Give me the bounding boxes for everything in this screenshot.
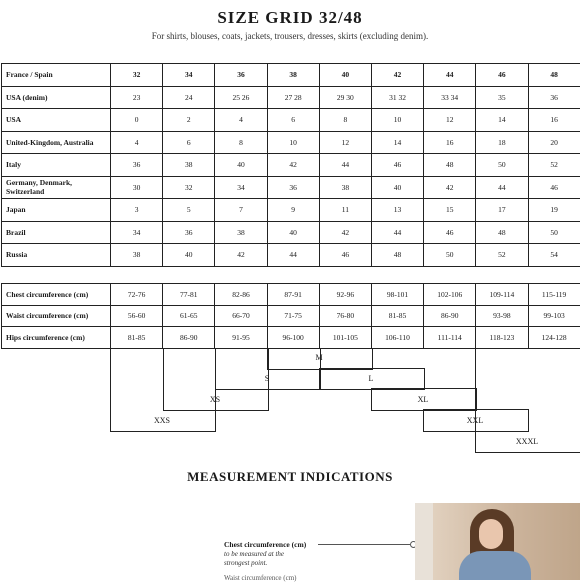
table-cell: 18 bbox=[476, 131, 528, 154]
table-cell: 24 bbox=[163, 86, 215, 109]
table-cell: 44 bbox=[424, 64, 476, 87]
waist-measure-label: Waist circumference (cm) bbox=[224, 574, 297, 582]
size-label-xxs: XXS bbox=[132, 416, 192, 425]
body-measurements-table bbox=[1, 283, 580, 349]
table-cell: 38 bbox=[163, 154, 215, 177]
table-cell: 109-114 bbox=[476, 284, 528, 306]
table-cell: 29 30 bbox=[319, 86, 371, 109]
table-cell: 42 bbox=[267, 154, 319, 177]
row-label: Russia bbox=[2, 244, 111, 267]
table-cell: 6 bbox=[163, 131, 215, 154]
table-row bbox=[2, 284, 580, 306]
size-label-xxl: XXL bbox=[445, 416, 505, 425]
table-cell: 38 bbox=[215, 221, 267, 244]
table-cell: 48 bbox=[424, 154, 476, 177]
table-cell: 56-60 bbox=[111, 305, 163, 327]
table-cell: 101-105 bbox=[319, 327, 371, 349]
measure-pointer-line bbox=[318, 544, 410, 545]
table-cell: 96-100 bbox=[267, 327, 319, 349]
size-label-s: S bbox=[237, 374, 297, 383]
row-label: Italy bbox=[2, 154, 111, 177]
table-cell: 40 bbox=[371, 176, 423, 199]
row-label: USA (denim) bbox=[2, 86, 111, 109]
table-cell: 31 32 bbox=[371, 86, 423, 109]
table-cell: 91-95 bbox=[215, 327, 267, 349]
table-cell: 2 bbox=[163, 109, 215, 132]
size-label-xl: XL bbox=[393, 395, 453, 404]
table-cell: 72-76 bbox=[111, 284, 163, 306]
table-cell: 50 bbox=[424, 244, 476, 267]
table-cell: 17 bbox=[476, 199, 528, 222]
table-row bbox=[2, 64, 580, 87]
table-cell: 5 bbox=[163, 199, 215, 222]
table-cell: 42 bbox=[319, 221, 371, 244]
table-cell: 87-91 bbox=[267, 284, 319, 306]
table-row bbox=[2, 131, 580, 154]
size-label-m: M bbox=[289, 353, 349, 362]
table-cell: 76-80 bbox=[319, 305, 371, 327]
table-cell: 16 bbox=[528, 109, 580, 132]
table-cell: 82-86 bbox=[215, 284, 267, 306]
table-cell: 38 bbox=[267, 64, 319, 87]
table-cell: 111-114 bbox=[424, 327, 476, 349]
table-cell: 81-85 bbox=[111, 327, 163, 349]
table-cell: 124-128 bbox=[528, 327, 580, 349]
table-cell: 34 bbox=[215, 176, 267, 199]
table-cell: 12 bbox=[424, 109, 476, 132]
model-photo bbox=[415, 503, 580, 580]
table-cell: 36 bbox=[267, 176, 319, 199]
table-row bbox=[2, 109, 580, 132]
table-cell: 3 bbox=[111, 199, 163, 222]
table-cell: 9 bbox=[267, 199, 319, 222]
table-cell: 8 bbox=[215, 131, 267, 154]
size-label-xxxl: XXXL bbox=[497, 437, 557, 446]
size-label-xs: XS bbox=[185, 395, 245, 404]
table-cell: 115-119 bbox=[528, 284, 580, 306]
table-cell: 33 34 bbox=[424, 86, 476, 109]
table-row bbox=[2, 86, 580, 109]
table-cell: 48 bbox=[371, 244, 423, 267]
size-conversion-table bbox=[1, 63, 580, 267]
table-cell: 12 bbox=[319, 131, 371, 154]
page-title: SIZE GRID 32/48 bbox=[0, 8, 580, 28]
model-denim-shirt bbox=[459, 551, 531, 580]
table-cell: 36 bbox=[528, 86, 580, 109]
table-cell: 42 bbox=[215, 244, 267, 267]
table-cell: 42 bbox=[371, 64, 423, 87]
table-cell: 81-85 bbox=[371, 305, 423, 327]
model-face bbox=[479, 519, 503, 549]
table-cell: 40 bbox=[267, 221, 319, 244]
table-cell: 27 28 bbox=[267, 86, 319, 109]
table-cell: 15 bbox=[424, 199, 476, 222]
table-cell: 23 bbox=[111, 86, 163, 109]
table-cell: 40 bbox=[215, 154, 267, 177]
table-cell: 4 bbox=[111, 131, 163, 154]
table-cell: 32 bbox=[163, 176, 215, 199]
table-cell: 44 bbox=[371, 221, 423, 244]
table-cell: 13 bbox=[371, 199, 423, 222]
table-cell: 46 bbox=[319, 244, 371, 267]
table-cell: 25 26 bbox=[215, 86, 267, 109]
table-cell: 32 bbox=[111, 64, 163, 87]
row-label: Germany, Denmark, Switzerland bbox=[2, 176, 111, 199]
table-cell: 86-90 bbox=[424, 305, 476, 327]
table-cell: 66-70 bbox=[215, 305, 267, 327]
table-cell: 71-75 bbox=[267, 305, 319, 327]
table-row bbox=[2, 176, 580, 199]
chest-measure-label: Chest circumference (cm) bbox=[224, 540, 306, 549]
table-cell: 11 bbox=[319, 199, 371, 222]
table-cell: 19 bbox=[528, 199, 580, 222]
row-label: Japan bbox=[2, 199, 111, 222]
table-cell: 52 bbox=[528, 154, 580, 177]
row-label: Chest circumference (cm) bbox=[2, 284, 111, 306]
table-cell: 92-96 bbox=[319, 284, 371, 306]
table-cell: 77-81 bbox=[163, 284, 215, 306]
table-row bbox=[2, 221, 580, 244]
table-cell: 7 bbox=[215, 199, 267, 222]
table-cell: 36 bbox=[215, 64, 267, 87]
table-cell: 98-101 bbox=[371, 284, 423, 306]
measurement-heading: MEASUREMENT INDICATIONS bbox=[0, 469, 580, 485]
table-cell: 40 bbox=[319, 64, 371, 87]
table-cell: 52 bbox=[476, 244, 528, 267]
table-cell: 35 bbox=[476, 86, 528, 109]
table-row bbox=[2, 305, 580, 327]
table-cell: 48 bbox=[528, 64, 580, 87]
table-cell: 46 bbox=[528, 176, 580, 199]
table-cell: 20 bbox=[528, 131, 580, 154]
table-cell: 16 bbox=[424, 131, 476, 154]
table-cell: 118-123 bbox=[476, 327, 528, 349]
table-cell: 93-98 bbox=[476, 305, 528, 327]
table-cell: 48 bbox=[476, 221, 528, 244]
page-subtitle: For shirts, blouses, coats, jackets, trousers, dresses, skirts (excluding denim). bbox=[0, 31, 580, 41]
table-cell: 10 bbox=[371, 109, 423, 132]
table-row bbox=[2, 154, 580, 177]
row-label: Brazil bbox=[2, 221, 111, 244]
table-cell: 36 bbox=[111, 154, 163, 177]
table-cell: 38 bbox=[319, 176, 371, 199]
table-cell: 46 bbox=[476, 64, 528, 87]
table-cell: 99-103 bbox=[528, 305, 580, 327]
table-cell: 46 bbox=[424, 221, 476, 244]
table-row bbox=[2, 244, 580, 267]
table-cell: 44 bbox=[267, 244, 319, 267]
table-cell: 30 bbox=[111, 176, 163, 199]
table-cell: 50 bbox=[476, 154, 528, 177]
table-cell: 61-65 bbox=[163, 305, 215, 327]
row-label: France / Spain bbox=[2, 64, 111, 87]
table-cell: 6 bbox=[267, 109, 319, 132]
row-label: Waist circumference (cm) bbox=[2, 305, 111, 327]
row-label: Hips circumference (cm) bbox=[2, 327, 111, 349]
row-label: USA bbox=[2, 109, 111, 132]
table-cell: 106-110 bbox=[371, 327, 423, 349]
table-cell: 38 bbox=[111, 244, 163, 267]
table-cell: 46 bbox=[371, 154, 423, 177]
table-cell: 8 bbox=[319, 109, 371, 132]
table-cell: 14 bbox=[476, 109, 528, 132]
photo-door bbox=[415, 503, 433, 580]
chest-measure-note: to be measured at the strongest point. bbox=[224, 550, 304, 568]
table-cell: 86-90 bbox=[163, 327, 215, 349]
row-label: United-Kingdom, Australia bbox=[2, 131, 111, 154]
table-cell: 44 bbox=[476, 176, 528, 199]
table-cell: 40 bbox=[163, 244, 215, 267]
table-cell: 14 bbox=[371, 131, 423, 154]
table-cell: 102-106 bbox=[424, 284, 476, 306]
size-label-l: L bbox=[341, 374, 401, 383]
table-cell: 34 bbox=[163, 64, 215, 87]
table-row bbox=[2, 199, 580, 222]
table-cell: 0 bbox=[111, 109, 163, 132]
table-cell: 44 bbox=[319, 154, 371, 177]
table-cell: 4 bbox=[215, 109, 267, 132]
table-cell: 50 bbox=[528, 221, 580, 244]
table-row bbox=[2, 327, 580, 349]
table-cell: 10 bbox=[267, 131, 319, 154]
table-cell: 36 bbox=[163, 221, 215, 244]
table-cell: 54 bbox=[528, 244, 580, 267]
table-cell: 34 bbox=[111, 221, 163, 244]
table-cell: 42 bbox=[424, 176, 476, 199]
